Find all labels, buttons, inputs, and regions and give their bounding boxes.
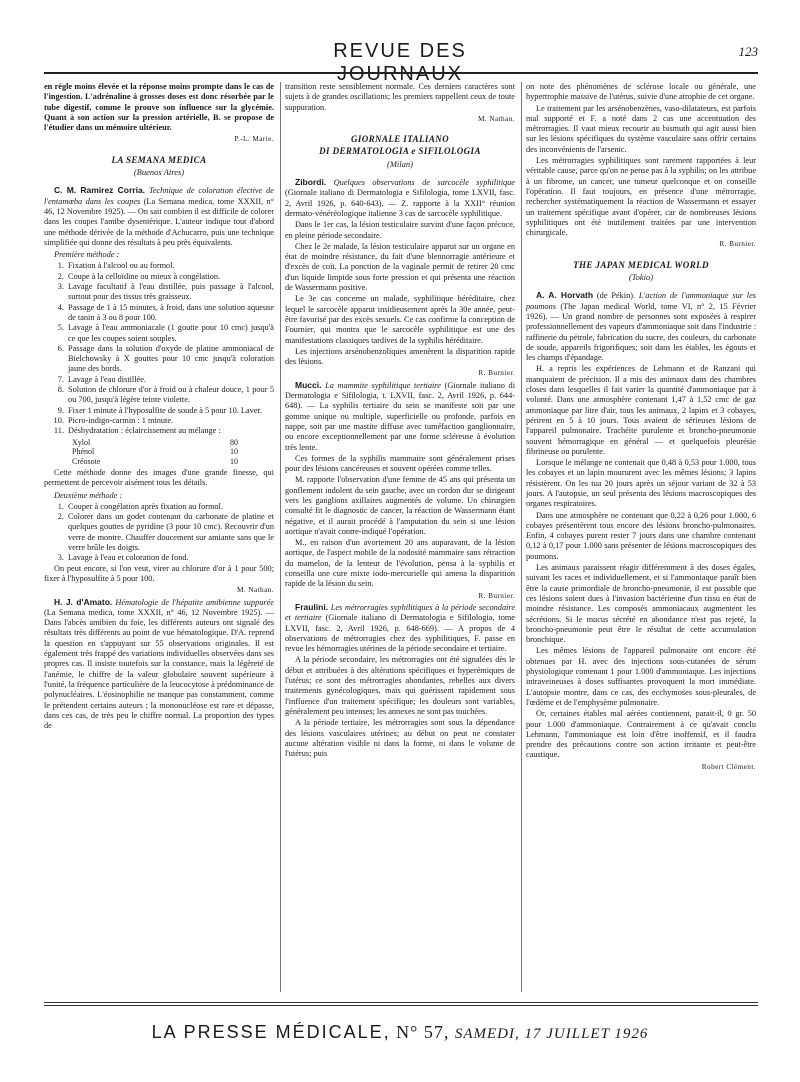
journal-heading: GIORNALE ITALIANO <box>350 134 450 145</box>
paragraph: Les métrorragies syphilitiques sont rarement rapportées à leur véritable cause, parce qu'on ne pense pas à la syphilis; on les attribue à un fibrome, un cancer, une tumeur quelconque et on conseille l'opération. Il faut toujours, en présence d'une métrorragie, rechercher systématiquement la réaction de Wassermann et essayer un traitement spécifique avant d'opérer, car de nombreuses lésions syphilitiques ont été inutilement traitées par une intervention chirurgicale. <box>526 156 756 238</box>
paragraph: Le traitement par les arsénobenzènes, vaso-dilatateurs, est parfois mal supporté et F. a noté dans 2 cas une accentuation des métrorragies. Il vaut mieux recourir au bismuth qui agit aussi bien sur les lésions spécifiques du système vasculaire sans offrir certains des inconvénients de l'arsenic. <box>526 103 756 154</box>
signature: R. Burnier. <box>478 368 515 378</box>
article-text: — Dans l'abcès amibien du foie, les différents auteurs ont signalé des résultats très différents au point de vue hématologique. D'A. reprend la question en s'appuyant sur 55 observations originales. Il est également très frappé des variations individuelles observées dans ses propres cas. Il insiste toutefois sur la constance, mais la légèreté de l'anémie, le chiffre de la valeur globulaire souvent supérieure à l'unité, la fréquence particulière de la leucocytose à prédominance de polynucléaires. L'éosinophilie ne manque pas constamment, comme le prétendent certains auteurs ; la mononucléose est rare et dépasse, dans ces cas, de très peu le chiffre normal. La proportion des types de <box>44 607 274 731</box>
method-step: 10. Picro-indigo-carmin : 1 minute. <box>66 416 274 426</box>
paragraph: Dans une atmosphère ne contenant que 0,22 à 0,26 pour 1.000, 6 cobayes présentèrent tous encore des lésions broncho-pulmonaires. Enfin, 4 cobayes purent rester 7 jours dans une chambre contenant 0,12 à 0,17 pour 1.000 sans présenter de lésions macroscopiques des poumons. <box>526 510 756 561</box>
method-step: 3. Lavage facultatif à l'eau distillée, puis passage à l'alcool, surtout pour des tissus très graisseux. <box>66 282 274 303</box>
method-step: 2. Colorer dans un godet contenant du carbonate de platine et quelques gouttes de pyridine (3 pour 10 cmc). Recouvrir d'un verre de montre. Chauffer doucement sur amiante sans que le verre brûle les doigts. <box>66 512 274 553</box>
article-text: — La syphilis tertiaire du sein se manifeste soit par une gomme unique ou multiple, superficielle ou profonde, parfois en nappe, soit par une mastite diffuse avec tuméfaction ganglionnaire, ou encore exceptionnellement par une forme scléreuse à évolution très lente. <box>285 401 515 452</box>
signature: M. Nathan. <box>236 585 274 595</box>
signature: Robert Clément. <box>701 761 756 771</box>
journal-city: (Tokio) <box>628 272 654 283</box>
footer-rule <box>44 1005 758 1006</box>
signature: R. Burnier. <box>478 590 515 600</box>
method-step: 7. Lavage à l'eau distillée. <box>66 375 274 385</box>
paragraph: Les animaux paraissent réagir différemment à des doses égales, suivant les races et individuellement, et si l'ammoniaque paraît bien être la cause primordiale de broncho-pneumonie, il est possible que ces lésions soient dues à l'invasion bactérienne d'un tissu en état de moindre résistance. Les composés ammoniacaux augmentent les sécrétions. Si le mucus sécrété en abondance n'est pas rejeté, la broncho-pneumonie peut être le résultat de cette accumulation bronchique. <box>526 563 756 645</box>
article-title: Hématologie de l'hépatite amibienne suppurée <box>115 597 274 607</box>
article-text: On sait combien il est difficile de colorer dans les coupes l'amibe dysentérique. L'auteur indique tout d'abord une méthode dérivée de la méthode d'Achucarro, puis une technique simplifiée qui donne des résultats à peu près équivalents. <box>44 206 274 247</box>
paragraph: Dans le 1er cas, la lésion testiculaire survint d'une façon précoce, en pleine période secondaire. <box>285 220 515 240</box>
article-entry <box>285 380 515 453</box>
article-author-place: (de Pékin). <box>596 291 636 301</box>
method-step: 2. Coupe à la celloïdine ou mieux à congélation. <box>66 272 274 282</box>
method-steps <box>44 261 274 436</box>
method-step: 8. Solution de chlorure d'or à froid ou à chaleur douce, 1 pour 5 ou 700, jusqu'à légère teinte violette. <box>66 385 274 406</box>
paragraph: Lorsque le mélange ne contenait que 0,48 à 0,53 pour 1.000, tous les cobayes et un lapin moururent avec les mêmes lésions; 3 lapins résistèrent. On les tua 20 jours après un séjour variant de 32 à 53 jours. A l'autopsie, un seul présenta des lésions macroscopiques des organes respiratoires. <box>526 458 756 509</box>
recipe-ingredient: Phénol <box>72 447 95 456</box>
paragraph: M., en raison d'un avortement 20 ans auparavant, de la lésion aortique, de l'aspect mobile de la nodosité mammaire sans rétraction du mamelon, de la lenteur de l'évolution, pensa à la syphilis et conseilla une cure mixte iodo-mercurielle qui amena la disparition rapide de la lésion du sein. <box>285 538 515 589</box>
paragraph: A la période tertiaire, les métrorragies sont sous la dépendance des lésions vasculaires utérines; au début on peut ne constater aucune altération visible ni dans la forme, ni dans le volume de l'utérus; puis <box>285 718 515 759</box>
method-step: 9. Fixer 1 minute à l'hyposulfite de soude à 5 pour 10. Laver. <box>66 406 274 416</box>
article-author: H. J. d'Amato. <box>54 596 113 607</box>
article-reference: (Giornale italiano di Dermatologia e Sifilologia, tome LXVII, fasc. 2, Avril 1926, p. 648-669). <box>285 613 515 633</box>
article-title: Quelques observations de sarcocèle syphilitique <box>333 178 515 188</box>
footer-publication: LA PRESSE MÉDICALE, <box>151 1022 391 1042</box>
footer-rule <box>44 1002 758 1003</box>
recipe-table <box>72 438 244 467</box>
paragraph: en règle moins élevée et la réponse moins prompte dans le cas de l'ingestion. L'adrénaline à grosses doses est donc résorbée par le tube digestif, comme le prouve son influence sur la glycémie. Quant à son action sur la pression artérielle, B. se propose de l'étudier dans un mémoire ultérieur. <box>44 82 274 133</box>
recipe-amount: 80 <box>230 437 238 447</box>
journal-city: (Milan) <box>387 158 413 169</box>
paragraph: Or, certaines étables mal aérées contiennent, parait-il, 0 gr. 50 pour 1.000 d'ammoniaque. Contrairement à ce qu'avait conclu Lehmann, l'ammoniaque est loin d'être inoffensif, et il faudra prendre des précautions contre son action irritante et peut-être caustique. <box>526 709 756 760</box>
method-steps <box>44 502 274 564</box>
article-reference: (La Semana medica, tome XXXII, n° 46, 12 Novembre 1925). — <box>44 196 274 216</box>
paragraph: Cette méthode donne des images d'une grande finesse, qui permettent de percevoir aisément tous les détails. <box>44 468 274 488</box>
article-title: La mammite syphilitique tertiaire <box>325 380 441 390</box>
article-author: A. A. Horvath <box>536 290 594 301</box>
journal-city: (Buenos Aires) <box>133 167 185 178</box>
method-step: 5. Lavage à l'eau ammoniacale (1 goutte pour 10 cmc) jusqu'à ce que les coupes soient souples. <box>66 323 274 344</box>
footer-issue: N° 57, <box>396 1022 450 1042</box>
article-entry <box>44 597 274 732</box>
article-entry <box>285 602 515 654</box>
method-step: 1. Fixation à l'alcool ou au formol. <box>66 261 274 271</box>
paragraph: on note des phénomènes de sclérose locale ou générale, une hypertrophie massive de l'utérus, suivie d'une atrophie de cet organe. <box>526 82 756 102</box>
column-3 <box>526 82 756 992</box>
article-title: Technique de coloration élective de l'entamœba dans les coupes <box>44 186 274 206</box>
recipe-amount: 10 <box>230 447 238 456</box>
article-title: Les métrorragies syphilitiques à la période secondaire et tertiaire <box>285 602 515 623</box>
method-step: 4. Passage de 1 à 15 minutes, à froid, dans une solution aqueuse de tanin à 3 ou 8 pour 100. <box>66 303 274 324</box>
article-author: Zibordi. <box>295 177 327 188</box>
paragraph: M. rapporte l'observation d'une femme de 45 ans qui présenta un gonflement indolent du sein gauche, avec un cordon dur se dirigeant vers les ganglions axillaires augmentés de volume. Un chirurgien consulté fit le diagnostic de cancer, la réaction de Wassermann étant négative, et il aurait procédé à l'amputation du sein si une lésion aortique n'avait contre-indiqué l'opération. <box>285 475 515 536</box>
recipe-ingredient: Xylol <box>72 437 91 447</box>
method-label: Première méthode : <box>54 250 120 260</box>
journal-heading: THE JAPAN MEDICAL WORLD <box>573 259 709 270</box>
recipe-row <box>72 438 244 448</box>
journal-heading: DI DERMATOLOGIA e SIFILOLOGIA <box>319 146 481 157</box>
method-step: 3. Lavage à l'eau et coloration de fond. <box>66 553 274 563</box>
page-number: 123 <box>738 44 758 59</box>
signature: R. Burnier. <box>719 239 756 249</box>
column-divider <box>521 82 522 992</box>
article-reference: (Giornale italiano di Dermatologia e Sifilologia, t. LXVII, fasc. 2, Avril 1926, p. 644-648). <box>285 380 515 411</box>
article-reference: (The Japan medical World, tome VI, n° 2, 15 Février 1926). <box>526 301 756 321</box>
article-text: — Un grand nombre de personnes sont exposées à respirer professionnellement des vapeurs d'ammoniaque soit dans l'industrie : raffinerie du pétrole, fabrication du sucre, des couleurs, du carbonate de soude, appareils frigorifiques; soit dans les étables, les égouts et les champs d'épandage. <box>526 311 756 363</box>
article-entry <box>526 290 756 363</box>
page-footer <box>0 1022 800 1043</box>
article-entry <box>44 185 274 248</box>
signature: P.-L. Marie. <box>234 134 274 144</box>
column-1 <box>44 82 274 992</box>
recipe-row <box>72 447 244 457</box>
paragraph: Le 3e cas concerne un malade, syphilitique héréditaire, chez lequel le sarcocèle apparut insidieusement après la 30e année, peut-être favorisé par des excès sexuels. Ce cas confirme la conception de Fournier, qui montra que le sarcocèle syphilitique est une des manifestations classiques tardives de la syphilis héréditaire. <box>285 294 515 345</box>
method-step: 1. Couper à congélation après fixation au formol. <box>66 502 274 512</box>
paragraph: A la période secondaire, les métrorragies ont été signalées dès le début et attribuées à des altérations spécifiques et hyperémiques de l'utérus; ce sont des métrorragies abondantes, rebelles aux divers traitements gynécologiques, mais qui guérissent rapidement sous l'influence d'un traitement spécifique; les douleurs sont variables, généralement peu intenses; les annexes ne sont pas touchées. <box>285 655 515 716</box>
paragraph: Ces formes de la syphilis mammaire sont généralement prises pour des lésions cancéreuses et souvent opérées comme telles. <box>285 453 515 474</box>
paragraph: Chez le 2e malade, la lésion testiculaire apparut sur un organe en état de moindre résistance, du fait d'une blennorragie antérieure et d'excès de coït. La ponction de la vaginale permit de retirer 20 cmc d'un liquide limpide sous forte pression et qui présenta une réaction de Wassermann positive. <box>285 241 515 293</box>
recipe-amount: 10 <box>230 456 238 466</box>
page-header-title: REVUE DES JOURNAUX <box>333 40 467 85</box>
article-reference: (Giornale italiano di Dermatologia e Sifilologia, tome LXVII, fasc. 2, Avril 1926, p. 640-643). <box>285 188 515 208</box>
paragraph: Les mêmes lésions de l'appareil pulmonaire ont encore été obtenues par H. avec des injections sous-cutanées de sérum physiologique contenant 1 pour 1.000 d'ammoniaque. Les injections intraveineuses à doses suffisantes provoquent la mort immédiate. L'autopsie montre, dans ce cas, des ecchymoses sous-pleurales, de l'œdème et de l'emphysème pulmonaire. <box>526 646 756 707</box>
column-divider <box>280 82 281 992</box>
recipe-ingredient: Créosote <box>72 456 101 466</box>
method-label: Deuxième méthode : <box>54 490 123 500</box>
footer-date: SAMEDI, 17 JUILLET 1926 <box>454 1026 649 1042</box>
column-2 <box>285 82 515 992</box>
recipe-row <box>72 457 244 467</box>
article-author: Mucci. <box>295 379 322 390</box>
article-reference: (La Semana medica, tome XXXII, n° 46, 12 Novembre 1925). <box>44 607 263 617</box>
method-step: 11. Déshydratation : éclaircissement au mélange : <box>66 426 274 436</box>
article-title: L'action de l'ammoniaque sur les poumons <box>526 291 756 311</box>
signature: M. Nathan. <box>477 113 515 123</box>
header-rule <box>44 72 758 74</box>
paragraph: Les injections arsénobenzoliques amenèrent la disparition rapide des lésions. <box>285 346 515 367</box>
paragraph: transition reste sensiblement normale. Ces derniers caractères sont sujets à de grandes oscillations; les premiers rappellent ceux de toute suppuration. <box>285 82 515 112</box>
article-author: Fraulini. <box>295 601 329 612</box>
article-text: — Z. rapporte à la XXII° réunion dermato-vénéréologique italienne 3 cas de sarcocèle syphilitique. <box>285 198 515 218</box>
journal-heading: LA SEMANA MEDICA <box>111 154 207 165</box>
paragraph: On peut encore, si l'on veut, virer au chlorure d'or à 1 pour 500; fixer à l'hyposulfite à 5 pour 100. <box>44 563 274 583</box>
article-text: — A propos de 4 observations de métrorragies chez des syphilitiques, F. passe en revue les hémorragies utérines de la période secondaire et tertiaire. <box>285 623 515 654</box>
paragraph: H. a repris les expériences de Lehmann et de Ranzani qui manquaient de précision. Il a mis des animaux dans des chambres closes dans lesquelles il fait varier la quantité d'ammoniaque par à volonté. Dans une atmosphère contenant 1,47 à 1,52 cmc de gaz ammoniaque par litre d'air, tous les animaux, 2 lapins et 3 cobayes, périrent en 5 à 10 jours. Tous avaient de sérieuses lésions de l'appareil pulmonaire. Trachéite purulente et broncho-pneumonie souvent hémorragique en général — et quelquefois pleurésie fibrineuse ou purulente. <box>526 364 756 456</box>
method-step: 6. Passage dans la solution d'oxyde de platine ammoniacal de Bielchowsky à X gouttes pour 10 cmc jusqu'à coloration jaune des bords. <box>66 344 274 375</box>
article-entry <box>285 177 515 219</box>
article-author: C. M. Ramirez Corria. <box>54 185 146 196</box>
